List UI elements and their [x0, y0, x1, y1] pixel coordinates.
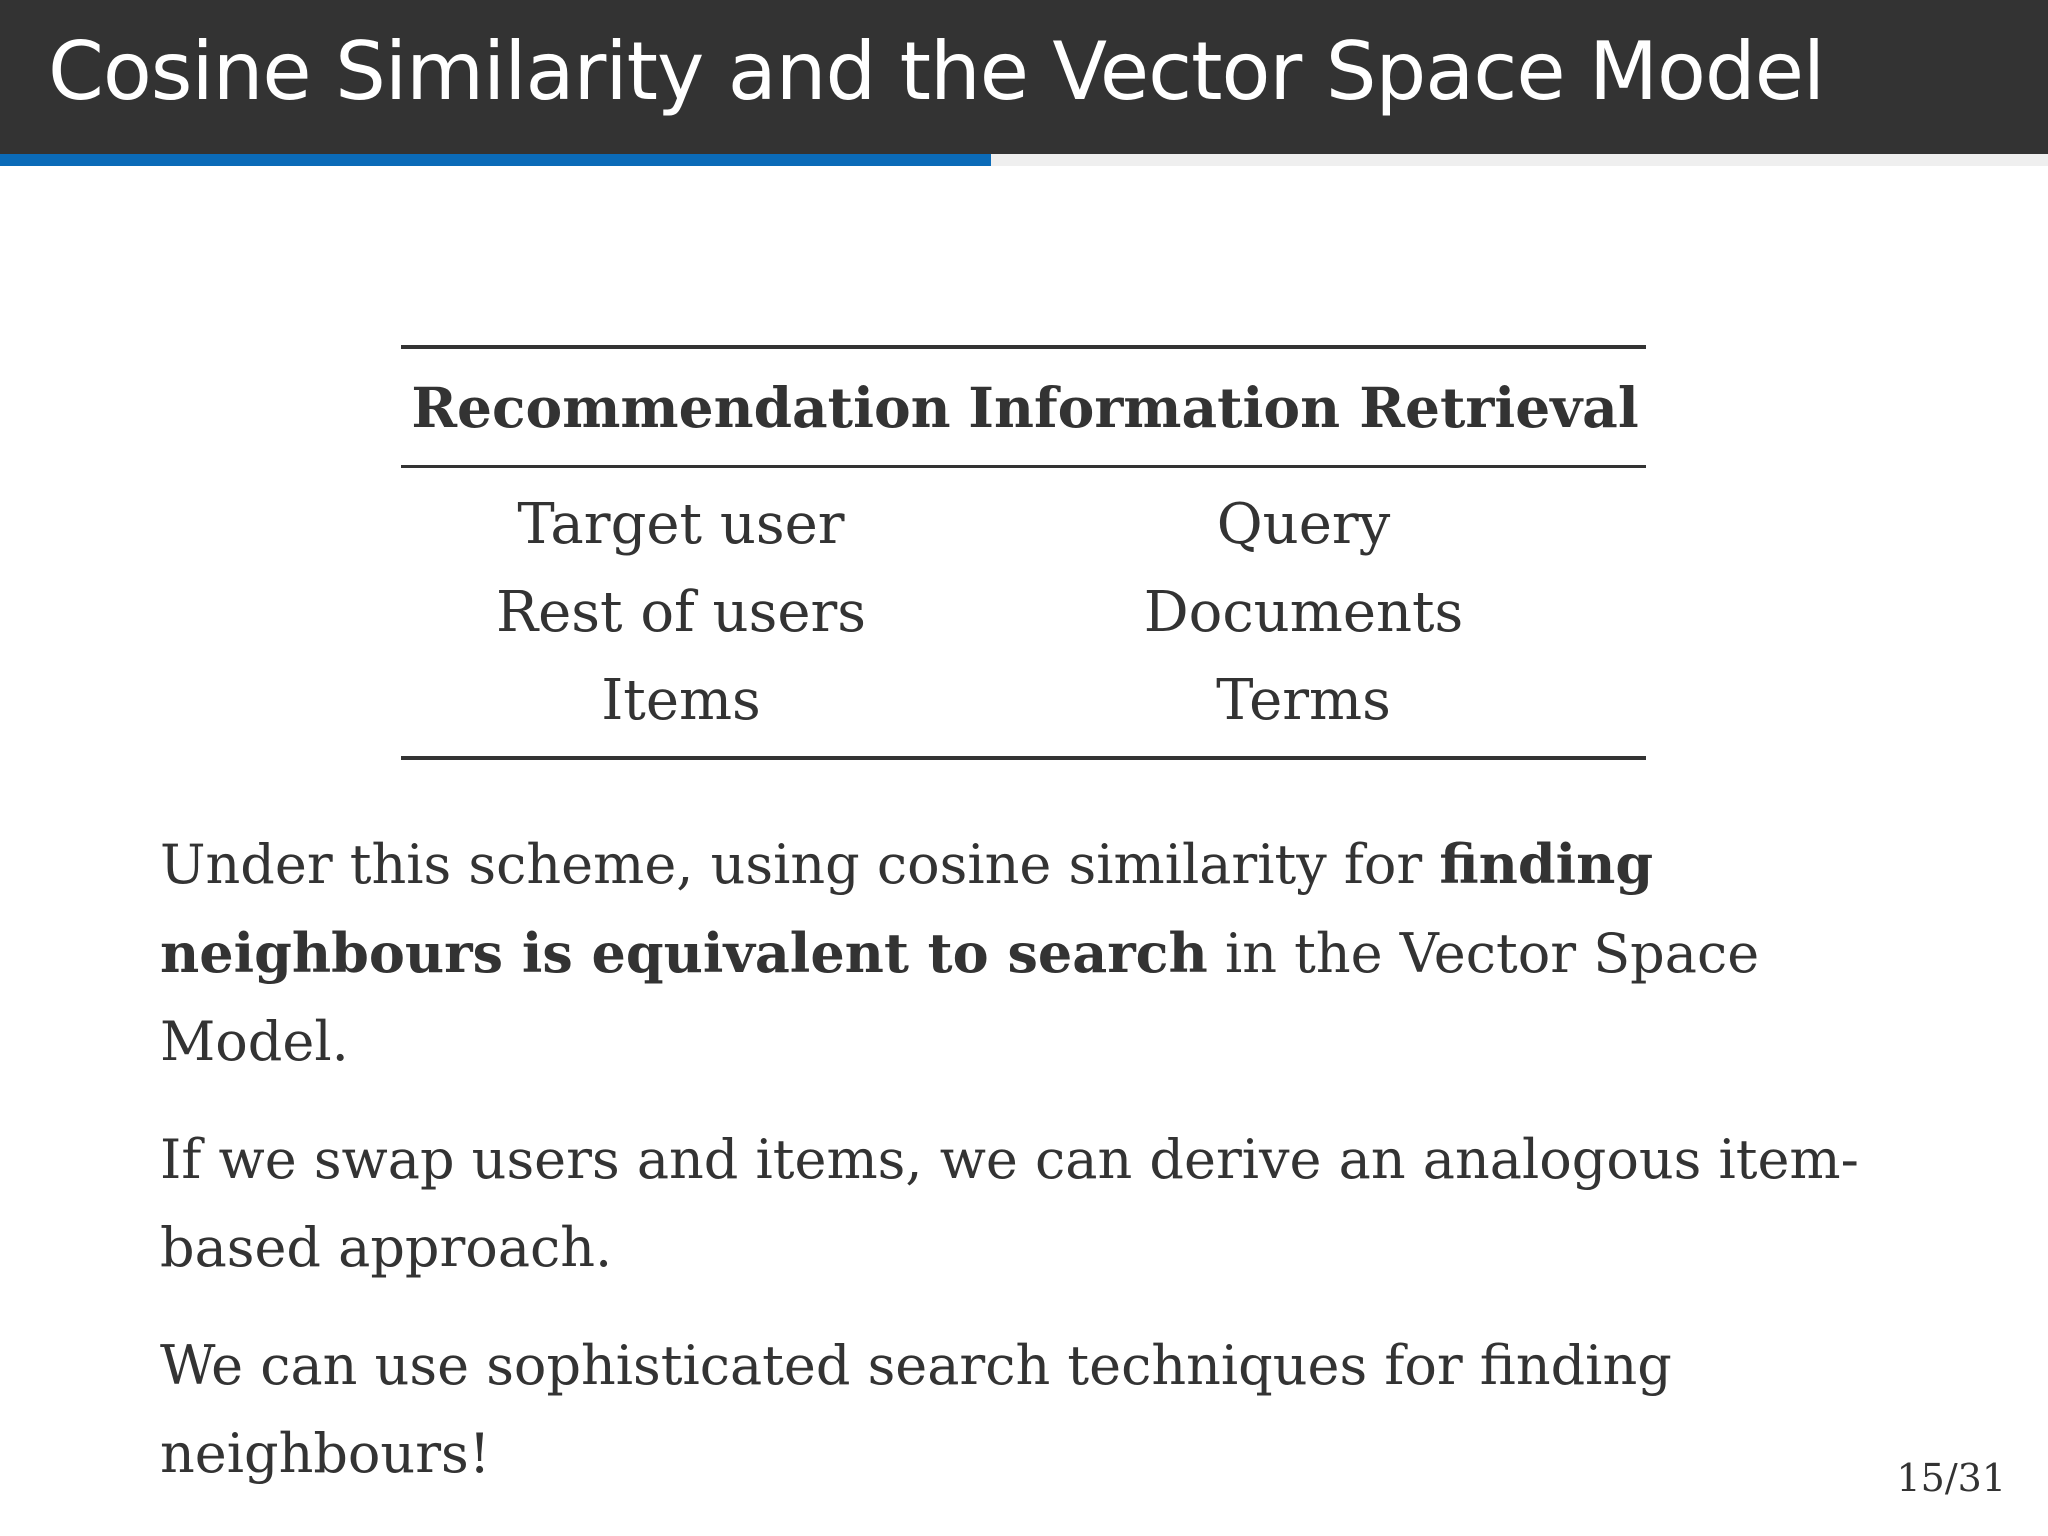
paragraph-text: in the Vector Space Model.: [160, 922, 1760, 1073]
slide-title: Cosine Similarity and the Vector Space Model: [48, 25, 1825, 118]
cell-documents: Documents: [1143, 579, 1464, 645]
table-row: [401, 467, 1646, 569]
slide-header: [0, 0, 2048, 154]
header-recommendation: Recommendation: [401, 347, 961, 467]
cell-terms: Terms: [961, 656, 1646, 758]
paragraph-search-techniques: We can use sophisticated search techniques for finding neighbours!: [160, 1334, 1672, 1485]
page-number: 15/31: [1896, 1456, 2006, 1500]
cell-rest-of-users: Rest of users: [495, 579, 867, 645]
emphasis-text: finding neighbours is equivalent to search: [160, 832, 1654, 985]
slide-body: [160, 820, 1920, 1528]
cell-items: Items: [401, 656, 961, 758]
table-row: [401, 568, 1646, 656]
mapping-table-container: [401, 345, 1646, 760]
table-header-row: [401, 347, 1646, 467]
paragraph-cosine-search: [160, 820, 1920, 1086]
progress-bar: [0, 154, 2048, 166]
paragraph-text: Under this scheme, using cosine similarity for: [160, 833, 1440, 896]
table-row: [401, 656, 1646, 758]
mapping-table: [401, 345, 1646, 760]
cell-query: Query: [1216, 491, 1391, 557]
progress-fill: [0, 154, 991, 166]
paragraph-item-based: If we swap users and items, we can derive an analogous item-based approach.: [160, 1128, 1859, 1279]
header-information-retrieval: Information Retrieval: [961, 347, 1646, 467]
cell-target-user: Target user: [517, 491, 845, 557]
